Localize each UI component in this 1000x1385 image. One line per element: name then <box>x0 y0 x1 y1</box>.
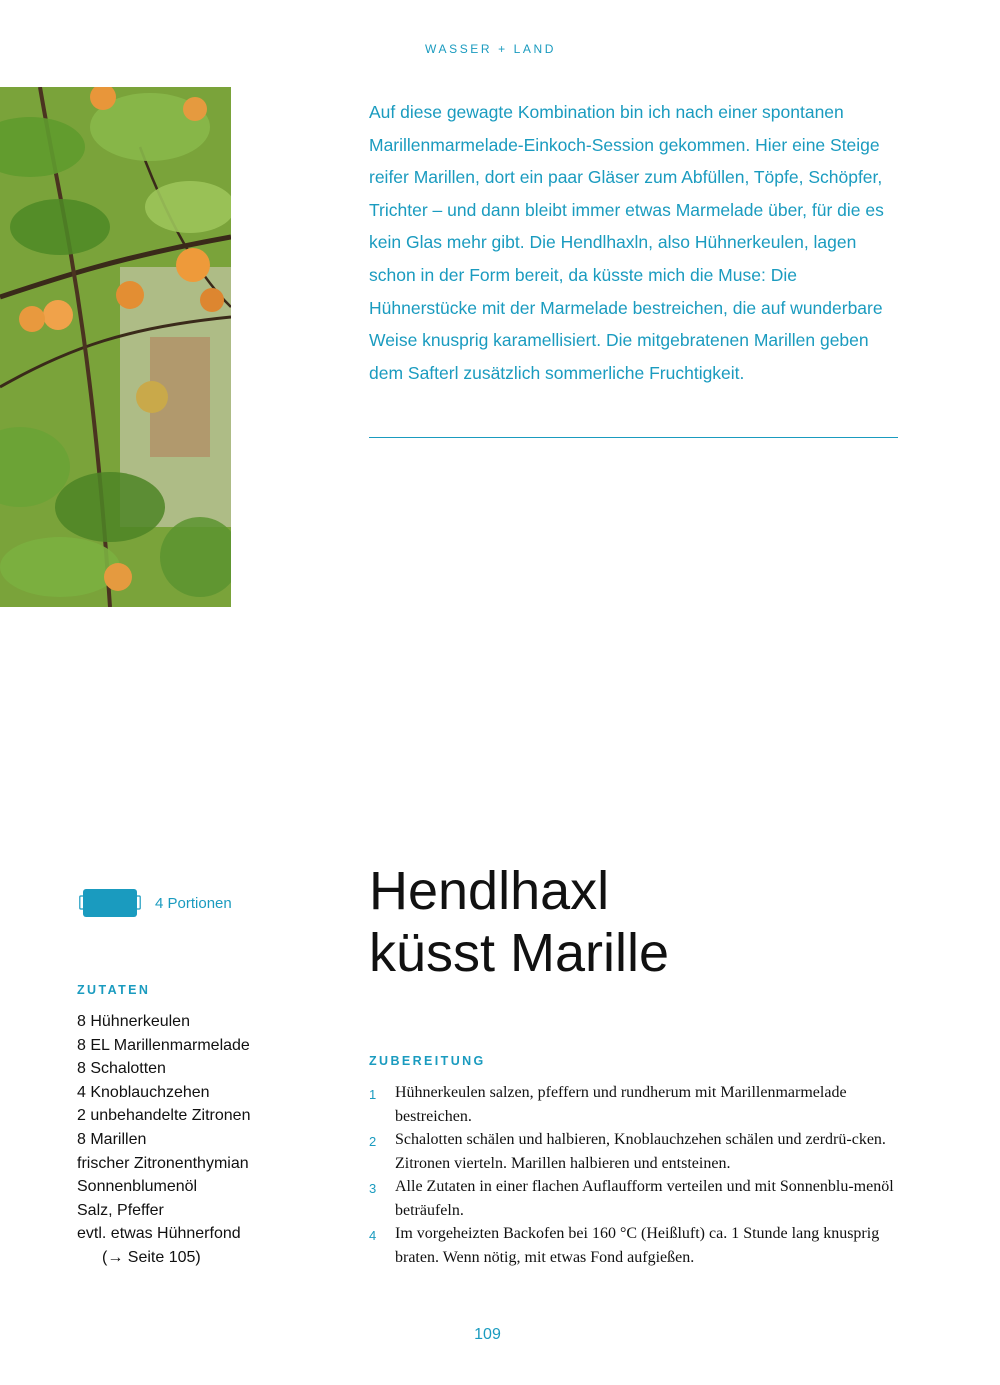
ingredients-list <box>77 1010 337 1270</box>
ingredient-item: Salz, Pfeffer <box>77 1201 164 1219</box>
ingredient-item: 4 Knoblauchzehen <box>77 1083 210 1101</box>
apricot-tree-photo <box>0 87 231 607</box>
step-number: 4 <box>369 1228 377 1243</box>
ingredient-item: Sonnenblumenöl <box>77 1178 198 1196</box>
recipe-title <box>369 860 669 984</box>
intro-divider <box>369 437 898 438</box>
step-text: Hühnerkeulen salzen, pfeffern und rundherum mit Marillenmarmelade bestreichen. <box>395 1084 847 1125</box>
ingredient-item: frischer Zitronenthymian <box>77 1154 249 1172</box>
step-text: Schalotten schälen und halbieren, Knoblauchzehen schälen und zerdrü-cken. Zitronen vierteln. Marillen halbieren und entsteinen. <box>395 1131 886 1172</box>
step-number: 3 <box>369 1181 377 1196</box>
ingredient-page-reference: (→ Seite 105) <box>102 1248 201 1266</box>
ingredient-item: evtl. etwas Hühnerfond <box>77 1225 241 1243</box>
intro-paragraph <box>369 96 899 389</box>
step-item <box>369 1175 902 1222</box>
ingredient-item: 8 Marillen <box>77 1130 147 1148</box>
preparation-heading: ZUBEREITUNG <box>369 1054 486 1068</box>
running-head: WASSER + LAND <box>425 42 557 56</box>
ingredient-item: 8 Hühnerkeulen <box>77 1013 190 1030</box>
portions-label: 4 Portionen <box>155 894 232 912</box>
step-number: 1 <box>369 1087 377 1102</box>
step-text: Alle Zutaten in einer flachen Auflaufform verteilen und mit Sonnenblu-menöl beträufeln. <box>395 1178 894 1219</box>
portions-info <box>79 887 232 919</box>
step-item <box>369 1081 902 1128</box>
intro-text: Auf diese gewagte Kombination bin ich nach einer spontanen Marillenmarmelade-Einkoch-Session gekommen. Hier eine Steige reifer Marillen, dort ein paar Gläser zum Abfüllen, Töpfe, Schöpfer, Trichter – und dann bleibt immer etwas Marmelade über, für die es kein Glas mehr gibt. Die Hendlhaxln, also Hühnerkeulen, lagen schon in der Form bereit, da küsste mich die Muse: Die Hühnerstücke mit der Marmelade bestreichen, die auf wunderbare Weise knusprig karamellisiert. Die mitgebratenen Marillen geben dem Safterl zusätzlich sommerliche Fruchtigkeit. <box>369 102 884 383</box>
recipe-title-line-1: Hendlhaxl <box>369 861 610 921</box>
step-text: Im vorgeheizten Backofen bei 160 °C (Heißluft) ca. 1 Stunde lang knusprig braten. Wenn nötig, mit etwas Fond aufgießen. <box>395 1225 880 1266</box>
ingredient-item: 8 EL Marillenmarmelade <box>77 1036 250 1054</box>
ingredient-item: 8 Schalotten <box>77 1060 166 1078</box>
ingredient-item: 2 unbehandelte Zitronen <box>77 1107 251 1125</box>
page-number: 109 <box>474 1326 501 1343</box>
step-item <box>369 1222 902 1269</box>
step-item <box>369 1128 902 1175</box>
recipe-title-line-2: küsst Marille <box>369 923 670 983</box>
baking-dish-icon <box>79 887 141 919</box>
step-number: 2 <box>369 1134 377 1149</box>
ingredients-heading: ZUTATEN <box>77 983 151 997</box>
preparation-steps <box>369 1081 902 1269</box>
